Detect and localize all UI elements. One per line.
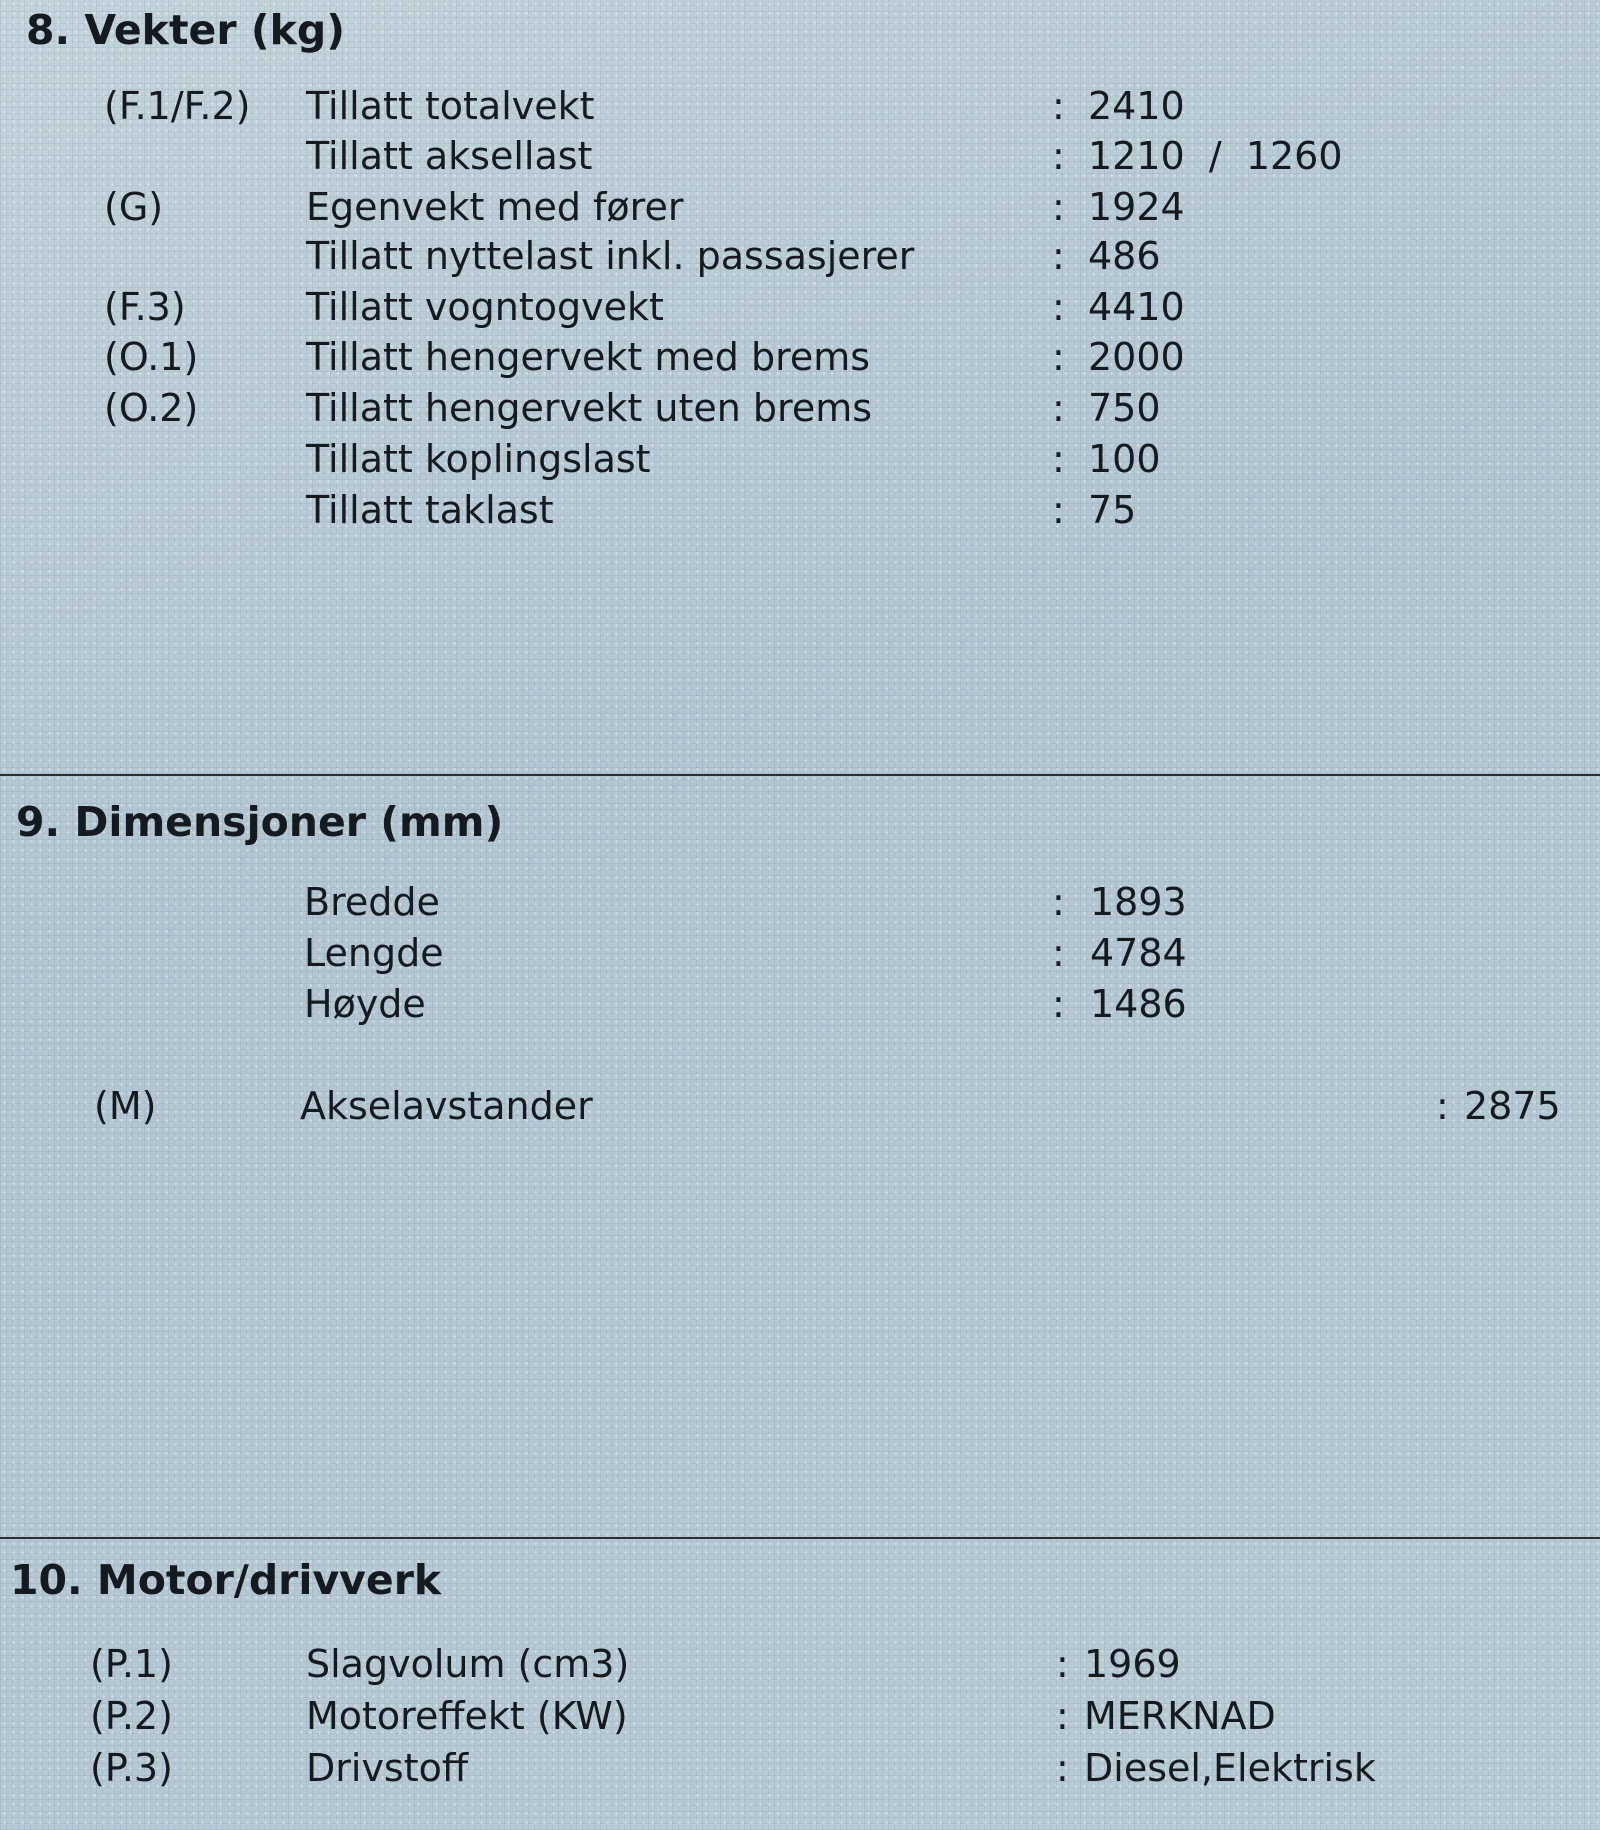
row-value: Diesel,Elektrisk <box>1084 1746 1376 1790</box>
row-label: Slagvolum (cm3) <box>306 1642 630 1686</box>
section-divider <box>0 774 1600 776</box>
row-code: (P.3) <box>90 1746 173 1790</box>
section-title-engine: 10. Motor/drivverk <box>10 1556 442 1604</box>
row-separator: : <box>1052 84 1065 128</box>
row-label: Tillatt nyttelast inkl. passasjerer <box>306 234 915 278</box>
row-label: Høyde <box>304 982 426 1026</box>
row-koplingslast <box>0 437 1600 487</box>
row-separator: : <box>1052 982 1065 1026</box>
row-separator: : <box>1052 285 1065 329</box>
row-label: Akselavstander <box>300 1084 593 1128</box>
row-separator: : <box>1052 880 1065 924</box>
row-value: 1486 <box>1090 982 1187 1026</box>
row-drivstoff <box>0 1746 1600 1796</box>
row-value: 1893 <box>1090 880 1187 924</box>
row-value: 75 <box>1088 488 1137 532</box>
section-divider <box>0 1537 1600 1539</box>
row-code: (P.1) <box>90 1642 173 1686</box>
row-separator: : <box>1436 1084 1449 1128</box>
row-label: Tillatt hengervekt med brems <box>306 335 871 379</box>
row-code: (F.1/F.2) <box>104 84 251 128</box>
row-value: 750 <box>1088 386 1161 430</box>
row-label: Tillatt taklast <box>306 488 554 532</box>
row-nyttelast <box>0 234 1600 284</box>
row-motoreffekt <box>0 1694 1600 1744</box>
row-code: (O.2) <box>104 386 199 430</box>
row-separator: : <box>1052 437 1065 481</box>
row-egenvekt <box>0 185 1600 235</box>
row-value: 4784 <box>1090 931 1187 975</box>
row-tillatt-aksellast <box>0 134 1600 184</box>
row-label: Tillatt vogntogvekt <box>306 285 664 329</box>
row-value: 1969 <box>1084 1642 1181 1686</box>
row-value: MERKNAD <box>1084 1694 1276 1738</box>
row-value: 1924 <box>1088 185 1185 229</box>
row-value: 2410 <box>1088 84 1185 128</box>
row-tillatt-totalvekt <box>0 84 1600 134</box>
row-label: Lengde <box>304 931 444 975</box>
row-separator: : <box>1052 931 1065 975</box>
row-label: Egenvekt med fører <box>306 185 684 229</box>
row-label: Motoreffekt (KW) <box>306 1694 628 1738</box>
row-vogntogvekt <box>0 285 1600 335</box>
row-separator: : <box>1052 134 1065 178</box>
row-value: 486 <box>1088 234 1161 278</box>
row-code: (F.3) <box>104 285 186 329</box>
row-code: (P.2) <box>90 1694 173 1738</box>
row-separator: : <box>1056 1642 1069 1686</box>
row-akselavstander <box>0 1084 1600 1134</box>
row-slagvolum <box>0 1642 1600 1692</box>
row-lengde <box>0 931 1600 981</box>
row-value: 4410 <box>1088 285 1185 329</box>
row-separator: : <box>1056 1694 1069 1738</box>
row-label: Tillatt koplingslast <box>306 437 651 481</box>
row-separator: : <box>1052 185 1065 229</box>
row-hoyde <box>0 982 1600 1032</box>
section-title-dimensions: 9. Dimensjoner (mm) <box>16 798 504 846</box>
row-separator: : <box>1052 386 1065 430</box>
row-bredde <box>0 880 1600 930</box>
row-code: (G) <box>104 185 164 229</box>
row-code: (M) <box>94 1084 157 1128</box>
row-value: 2875 <box>1464 1084 1561 1128</box>
section-title-weights: 8. Vekter (kg) <box>26 6 345 54</box>
row-taklast <box>0 488 1600 538</box>
row-label: Bredde <box>304 880 440 924</box>
row-value: 2000 <box>1088 335 1185 379</box>
row-label: Tillatt hengervekt uten brems <box>306 386 873 430</box>
row-separator: : <box>1052 335 1065 379</box>
row-hengervekt-uten-brems <box>0 386 1600 436</box>
row-label: Drivstoff <box>306 1746 469 1790</box>
row-value: 1210 / 1260 <box>1088 134 1343 178</box>
row-value: 100 <box>1088 437 1161 481</box>
row-code: (O.1) <box>104 335 199 379</box>
row-separator: : <box>1056 1746 1069 1790</box>
row-label: Tillatt totalvekt <box>306 84 595 128</box>
row-hengervekt-med-brems <box>0 335 1600 385</box>
row-separator: : <box>1052 234 1065 278</box>
row-separator: : <box>1052 488 1065 532</box>
row-label: Tillatt aksellast <box>306 134 593 178</box>
